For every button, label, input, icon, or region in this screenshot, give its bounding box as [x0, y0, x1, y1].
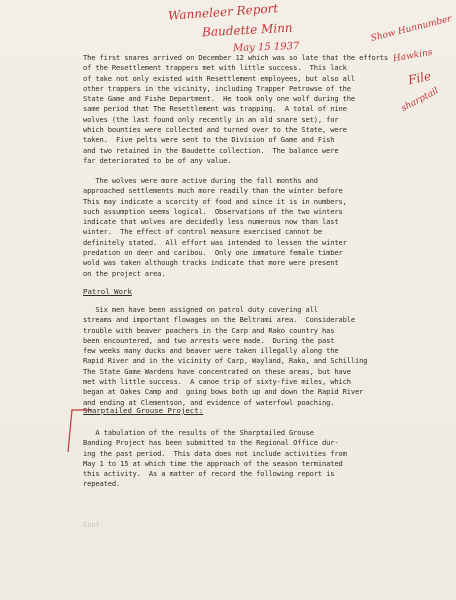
- paragraph-snares: The first snares arrived on December 12 which was so late that the efforts of the Resettlement trappers met with little success. This lack of take not only existed with Resettlement employees, but also all other trappers in the vicinity, including Trapper Petrowse of the State Game and Fishe Department. He took only one wolf during the same period that The Resettlement was trapping. A total of nine wolves (the last found only recently in an old snare set), for which bounties were collected and turned over to the State, were taken. Five pelts were sent to the Division of Game and Fish and two retained in the Baudette collection. The balance were far deteriorated to be of any value.: [83, 53, 388, 165]
- handwritten-report-title: Wanneleer Report: [167, 1, 279, 23]
- handwritten-note-right-1: Show Hunnumber: [369, 14, 453, 44]
- handwritten-date: May 15 1937: [232, 40, 300, 55]
- paragraph-wolves: The wolves were more active during the fall months and approached settlements much more readily than the winter before This may indicate a scarcity of food and since it is in numbers, such assumption seems logical. Observations of the two winters indicate that wolves are decidedly less numerous now than last winter. The effect of control measure exercised cannot be definitely stated. All effort was intended to lessen the winter predation on deer and caribou. Only one immature female timber wold was taken although tracks indicate that more were present on the project area.: [83, 176, 347, 278]
- heading-sharptailed-grouse: Sharptailed Grouse Project:: [83, 406, 204, 415]
- handwritten-file-note-1: File: [406, 68, 433, 88]
- handwritten-location: Baudette Minn: [201, 20, 293, 40]
- paragraph-grouse: A tabulation of the results of the Sharptailed Grouse Banding Project has been submitted to the Regional Office dur- ing the past period. This data does not include activities from May 1 to 15 at which time the approach of the season terminated this activity. As a matter of record the following report is repeated.: [83, 428, 347, 489]
- heading-patrol-work: Patrol Work: [83, 287, 132, 296]
- paragraph-patrol: Six men have been assigned on patrol duty covering all streams and important flowages on the Beltrami area. Considerable trouble with beaver poachers in the Carp and Rako country has been encountered, and two arrests were made. During the past few weeks many ducks and beaver were taken illegally along the Rapid River and in the vicinity of Carp, Wayland, Rako, and Schilling The State Game Wardens have concentrated on these areas, but have met with little success. A canoe trip of sixty-five miles, which began at Oakes Camp and going bows both up and down the Rapid River and ending at Clementson, and evidence of waterfowl poaching.: [83, 305, 368, 407]
- handwritten-note-right-2: Hawkins: [392, 47, 434, 65]
- ghost-footer-text: Conf.: [83, 521, 105, 529]
- handwritten-file-note-2: sharptail: [399, 86, 441, 115]
